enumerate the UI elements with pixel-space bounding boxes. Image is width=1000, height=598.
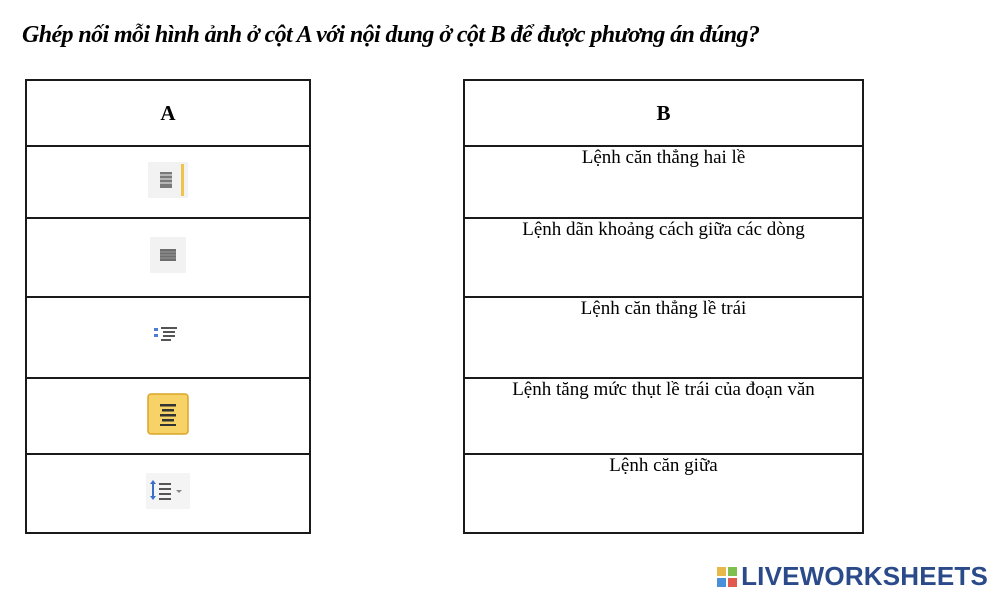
align-left-icon	[148, 235, 188, 280]
liveworksheets-logo	[717, 561, 988, 592]
logo-text: LIVEWORKSHEETS	[741, 561, 988, 591]
column-a-header: A	[26, 80, 310, 146]
logo-mark-icon	[717, 567, 737, 587]
justify-icon	[146, 160, 190, 205]
column-b-item[interactable]: Lệnh dãn khoảng cách giữa các dòng	[464, 218, 863, 297]
column-a-cell-1[interactable]	[26, 146, 310, 218]
column-a-cell-4[interactable]	[26, 378, 310, 454]
column-a-cell-2[interactable]	[26, 218, 310, 297]
center-align-icon	[146, 392, 190, 441]
column-b-item[interactable]: Lệnh tăng mức thụt lề trái của đoạn văn	[464, 378, 863, 454]
column-a-table	[25, 79, 311, 534]
column-b-header: B	[464, 80, 863, 146]
column-b-item[interactable]: Lệnh căn thẳng hai lề	[464, 146, 863, 218]
column-b-item[interactable]: Lệnh căn thẳng lề trái	[464, 297, 863, 378]
line-spacing-icon	[144, 471, 192, 516]
column-b-item[interactable]: Lệnh căn giữa	[464, 454, 863, 533]
column-a-cell-3[interactable]	[26, 297, 310, 378]
column-b-table	[463, 79, 864, 534]
indent-icon	[151, 318, 185, 357]
question-title: Ghép nối mỗi hình ảnh ở cột A với nội dung ở cột B để được phương án đúng?	[22, 22, 760, 48]
column-a-cell-5[interactable]	[26, 454, 310, 533]
